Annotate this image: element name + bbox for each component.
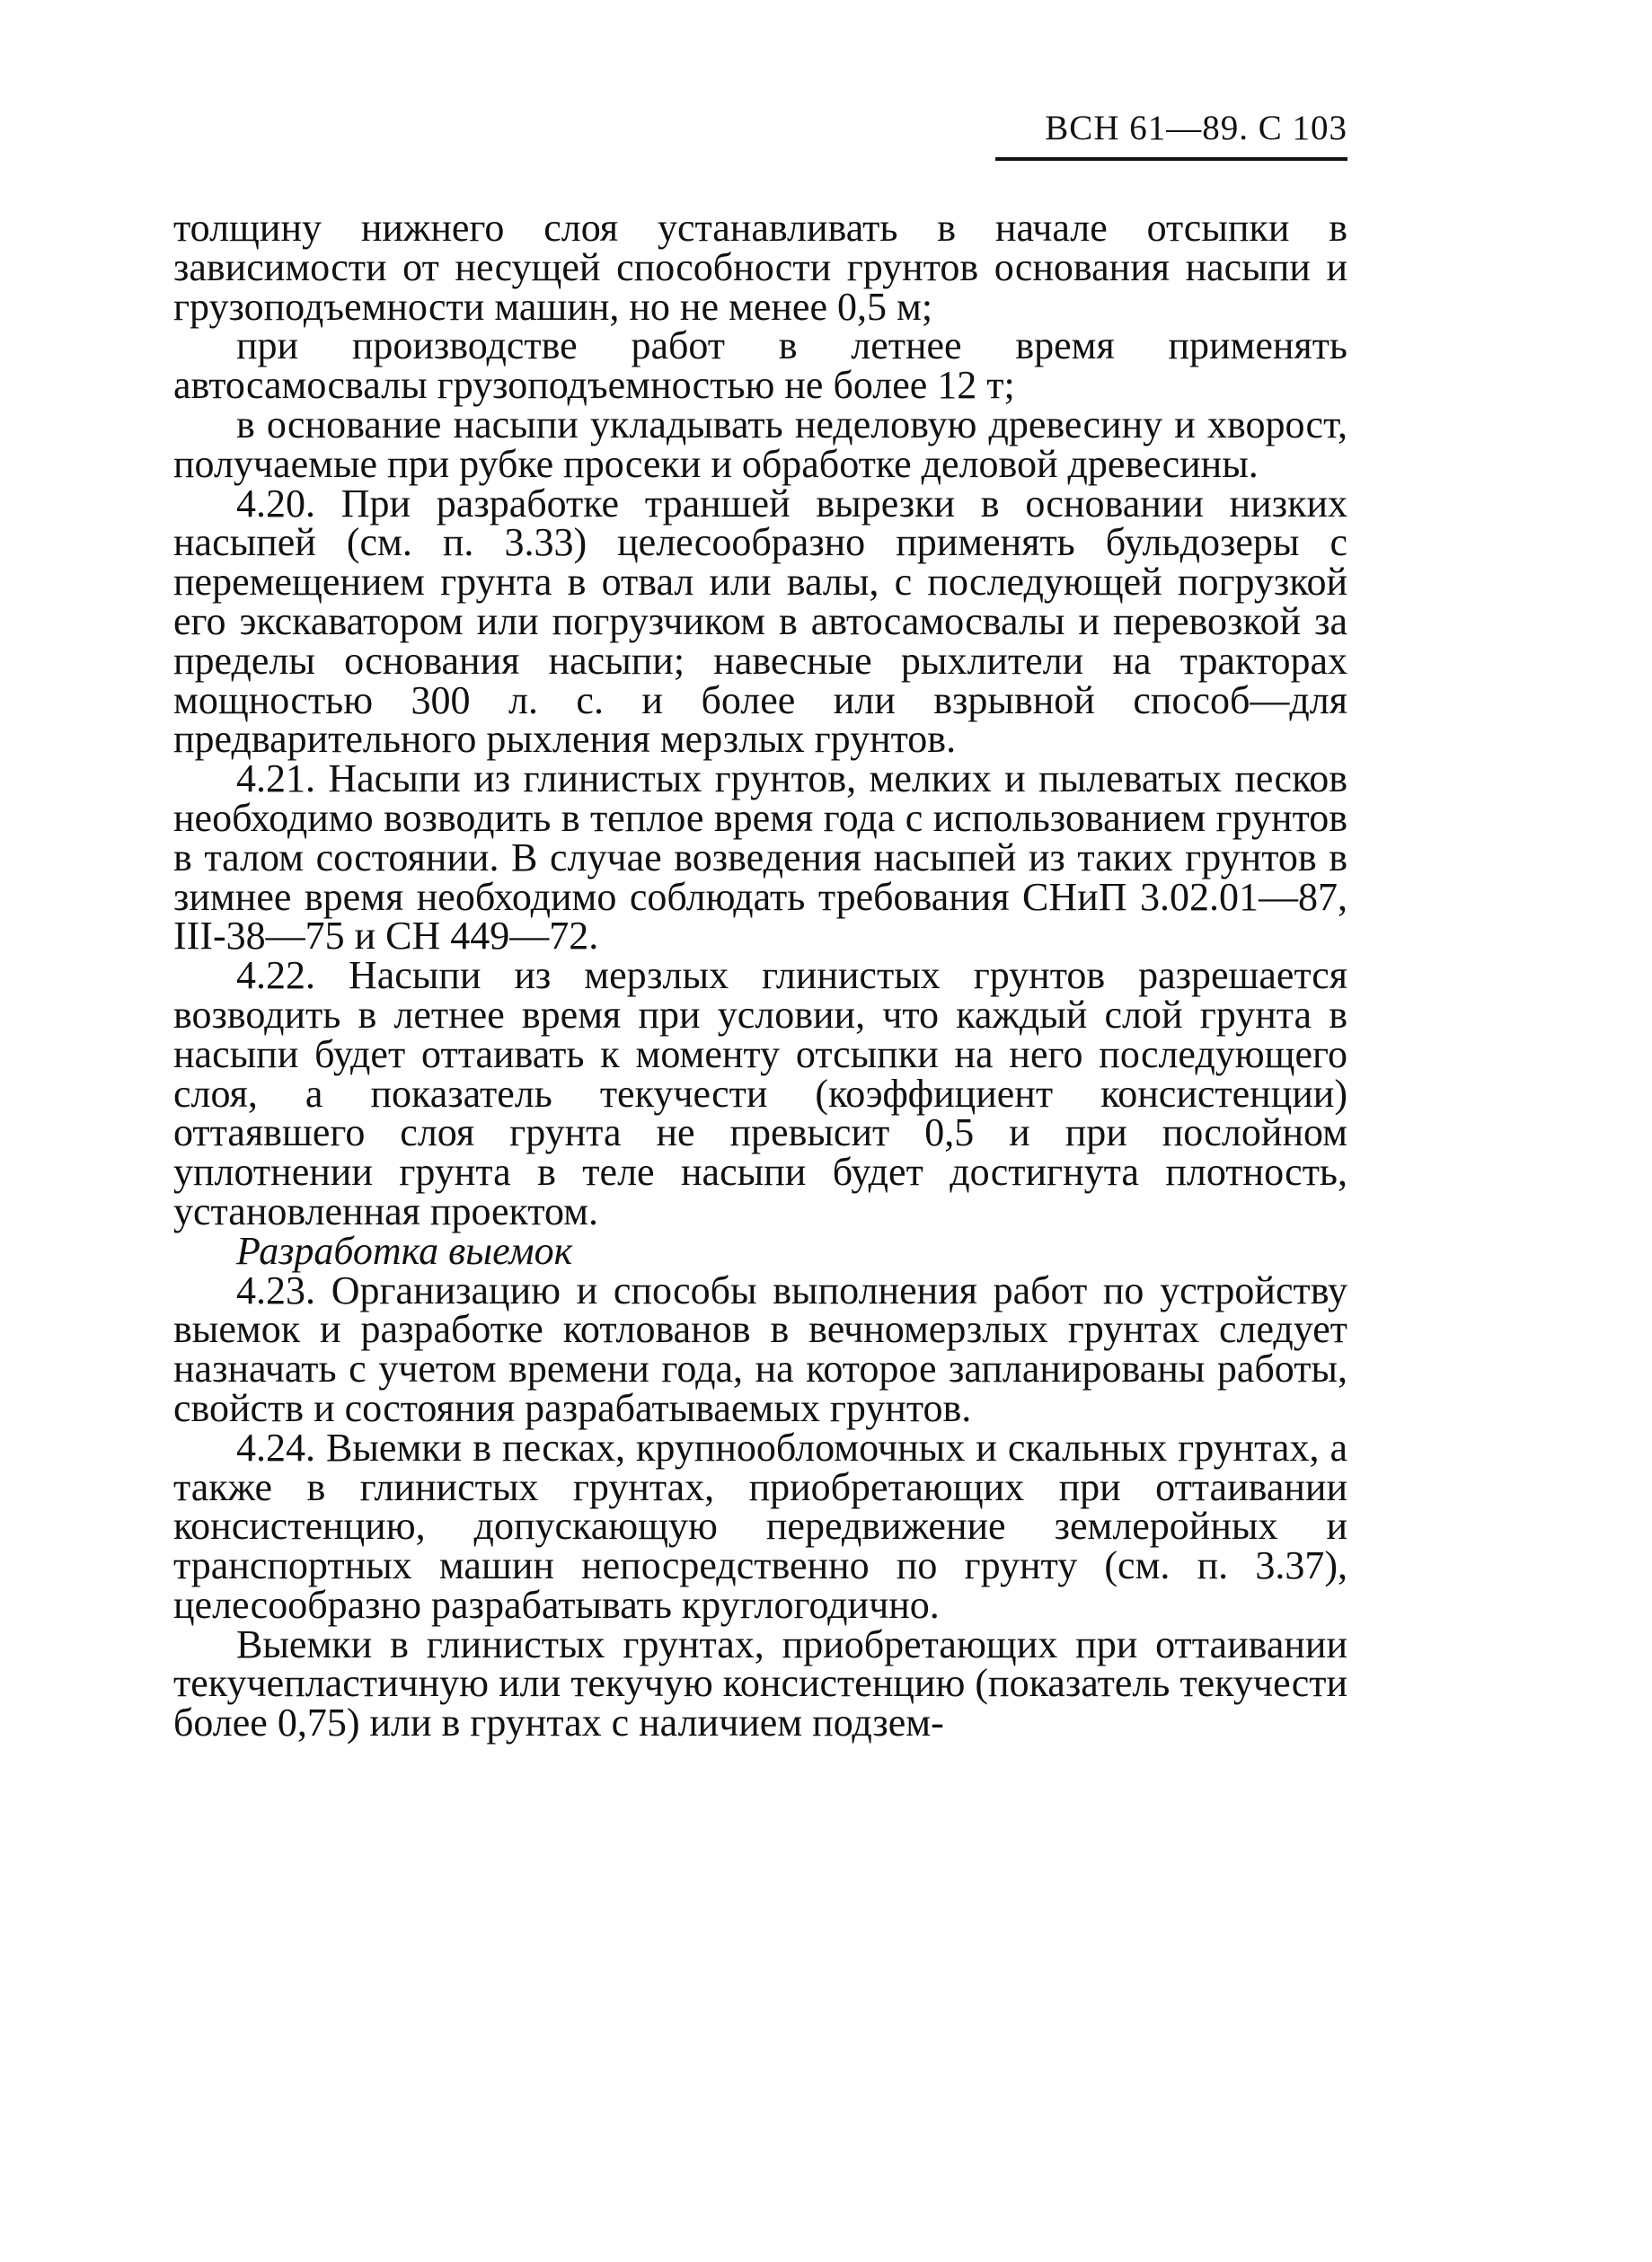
page-body	[173, 208, 1347, 1743]
paragraph-4-20: 4.20. При разработке траншей вырезки в основании низких насыпей (см. п. 3.33) целесообразно применять бульдозеры с перемещением грунта в отвал или валы, с последующей погрузкой его экскаватором или погрузчиком в автосамосвалы и перевозкой за пределы основания насыпи; навесные рыхлители на тракторах мощностью 300 л. с. и более или взрывной способ—для предварительного рыхления мерзлых грунтов.	[173, 481, 1347, 762]
paragraph-4-21: 4.21. Насыпи из глинистых грунтов, мелких и пылеватых песков необходимо возводить в теплое время года с использованием грунтов в талом состоянии. В случае возведения насыпей из таких грунтов в зимнее время необходимо соблюдать требования СНиП 3.02.01—87, III-38—75 и СН 449—72.	[173, 756, 1347, 959]
paragraph-continuation: толщину нижнего слоя устанавливать в начале отсыпки в зависимости от несущей способности грунтов основания насыпи и грузоподъемности машин, но не менее 0,5 м;	[173, 206, 1347, 329]
paragraph-4-22: 4.22. Насыпи из мерзлых глинистых грунтов разрешается возводить в летнее время при условии, что каждый слой грунта в насыпи будет оттаивать к моменту отсыпки на него последующего слоя, а показатель текучести (коэффициент консистенции) оттаявшего слоя грунта не превысит 0,5 и при послойном уплотнении грунта в теле насыпи будет достигнута плотность, установленная проектом.	[173, 953, 1347, 1233]
paragraph-clay-excavations: Выемки в глинистых грунтах, приобретающих при оттаивании текучепластичную или текучую консистенцию (показатель текучести более 0,75) или в грунтах с наличием подзем-	[173, 1621, 1347, 1745]
paragraph-4-23: 4.23. Организацию и способы выполнения работ по устройству выемок и разработке котлованов в вечномерзлых грунтах следует назначать с учетом времени года, на которое запланированы работы, свойств и состояния разрабатываемых грунтов.	[173, 1268, 1347, 1430]
paragraph-4-24: 4.24. Выемки в песках, крупнообломочных и скальных грунтах, а также в глинистых грунтах, приобретающих при оттаивании консистенцию, допускающую передвижение землеройных и транспортных машин непосредственно по грунту (см. п. 3.37), целесообразно разрабатывать круглогодично.	[173, 1425, 1347, 1627]
paragraph-embankment-base-wood: в основание насыпи укладывать неделовую древесину и хворост, получаемые при рубке просеки и обработке деловой древесины.	[173, 402, 1347, 486]
paragraph-summer-dump-trucks: при производстве работ в летнее время применять автосамосвалы грузоподъемностью не более 12 т;	[173, 323, 1347, 408]
running-header: ВСН 61—89. С 103	[995, 108, 1347, 161]
section-heading: Разработка выемок	[236, 1228, 573, 1273]
